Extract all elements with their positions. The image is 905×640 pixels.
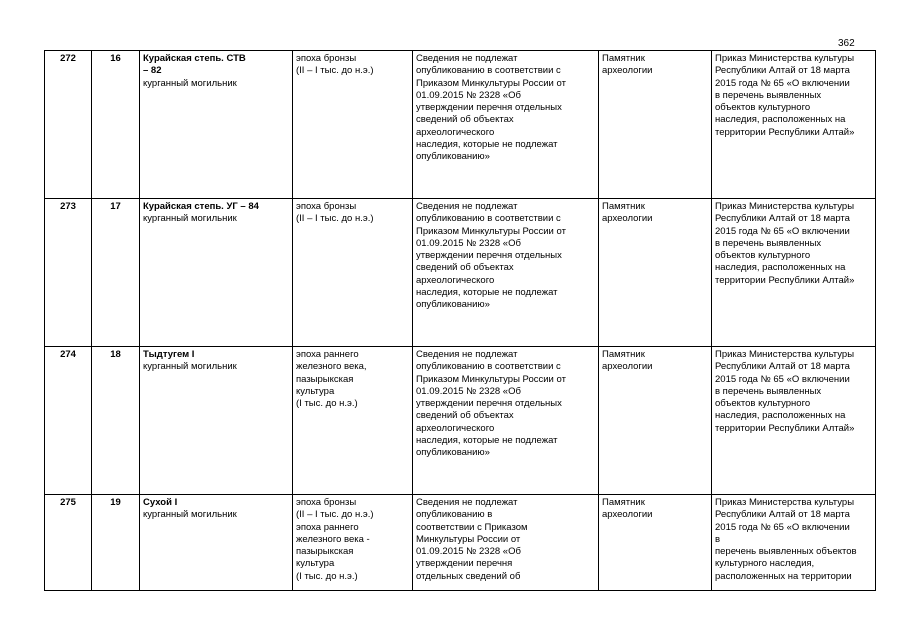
- text-line: эпоха бронзы: [296, 201, 357, 212]
- text-line: опубликованию»: [416, 447, 490, 459]
- text-line: Сведения не подлежат: [416, 53, 518, 64]
- text-line: территории Республики Алтай»: [715, 274, 855, 286]
- text-line: утверждении перечня отдельных: [416, 250, 562, 262]
- text-line: (I тыс. до н.э.): [296, 398, 358, 410]
- text-line: объектов культурного: [715, 250, 811, 262]
- text-line: 2015 года № 65 «О включении: [715, 77, 850, 89]
- text-line: соответствии с Приказом: [416, 521, 528, 533]
- text-line: в перечень выявленных: [715, 237, 822, 249]
- object-name: [143, 53, 289, 78]
- text-line: Приказ Министерства культуры: [715, 53, 855, 64]
- text-line: археологического: [416, 274, 495, 286]
- text-line: сведений об объектах: [416, 262, 514, 274]
- text-line: Республики Алтай от 18 марта: [715, 65, 850, 77]
- epoch-cell: [293, 199, 413, 347]
- text-line: Минкультуры России от: [416, 533, 521, 545]
- text-line: (I тыс. до н.э.): [296, 570, 358, 582]
- location-info-cell: [413, 495, 599, 591]
- text-line: 01.09.2015 № 2328 «Об: [416, 385, 521, 397]
- location-info-cell: [413, 347, 599, 495]
- category-cell: [599, 51, 712, 199]
- page-number: 362: [838, 38, 855, 49]
- object-name: [143, 201, 289, 213]
- text-line: объектов культурного: [715, 398, 811, 410]
- epoch-cell: [293, 51, 413, 199]
- text-line: наследия, которые не подлежат: [416, 139, 558, 151]
- object-cell: [140, 495, 293, 591]
- row-sub-number: 17: [92, 199, 140, 347]
- text-line: археологии: [602, 213, 653, 225]
- text-line: 2015 года № 65 «О включении: [715, 521, 850, 533]
- text-line: сведений об объектах: [416, 114, 514, 126]
- text-line: культура: [296, 385, 335, 397]
- text-line: наследия, которые не подлежат: [416, 435, 558, 447]
- text-line: опубликованию»: [416, 151, 490, 163]
- text-line: Сведения не подлежат: [416, 349, 518, 360]
- text-line: утверждении перечня отдельных: [416, 398, 562, 410]
- text-line: 2015 года № 65 «О включении: [715, 373, 850, 385]
- text-line: Курайская степь. УГ – 84: [143, 201, 259, 212]
- object-type: курганный могильник: [143, 509, 237, 521]
- object-type: курганный могильник: [143, 361, 237, 373]
- text-line: утверждении перечня: [416, 558, 513, 570]
- epoch-cell: [293, 347, 413, 495]
- text-line: сведений об объектах: [416, 410, 514, 422]
- object-name: [143, 349, 289, 361]
- text-line: перечень выявленных объектов: [715, 546, 857, 558]
- text-line: 01.09.2015 № 2328 «Об: [416, 89, 521, 101]
- text-line: археологии: [602, 509, 653, 521]
- text-line: Республики Алтай от 18 марта: [715, 213, 850, 225]
- text-line: в перечень выявленных: [715, 89, 822, 101]
- text-line: Приказ Министерства культуры: [715, 349, 855, 360]
- row-number: 272: [45, 51, 92, 199]
- text-line: наследия, которые не подлежат: [416, 287, 558, 299]
- table-row: [45, 495, 876, 591]
- text-line: отдельных сведений об: [416, 570, 521, 582]
- object-cell: [140, 347, 293, 495]
- location-info-cell: [413, 199, 599, 347]
- text-line: Памятник: [602, 201, 645, 212]
- table-row: [45, 51, 876, 199]
- text-line: опубликованию в: [416, 509, 493, 521]
- text-line: культурного наследия,: [715, 558, 815, 570]
- text-line: археологии: [602, 361, 653, 373]
- text-line: территории Республики Алтай»: [715, 422, 855, 434]
- location-info-cell: [413, 51, 599, 199]
- text-line: (II – I тыс. до н.э.): [296, 65, 374, 77]
- object-cell: [140, 51, 293, 199]
- text-line: – 82: [143, 65, 162, 77]
- document-cell: [712, 347, 876, 495]
- text-line: объектов культурного: [715, 102, 811, 114]
- text-line: пазырыкская: [296, 546, 354, 558]
- row-sub-number: 18: [92, 347, 140, 495]
- text-line: опубликованию»: [416, 299, 490, 311]
- row-sub-number: 16: [92, 51, 140, 199]
- text-line: культура: [296, 558, 335, 570]
- text-line: (II – I тыс. до н.э.): [296, 509, 374, 521]
- row-sub-number: 19: [92, 495, 140, 591]
- text-line: Приказом Минкультуры России от: [416, 77, 566, 89]
- text-line: Приказом Минкультуры России от: [416, 225, 566, 237]
- row-number: 274: [45, 347, 92, 495]
- text-line: железного века -: [296, 533, 370, 545]
- text-line: Сведения не подлежат: [416, 497, 518, 508]
- text-line: Курайская степь. СТВ: [143, 53, 246, 64]
- text-line: Республики Алтай от 18 марта: [715, 361, 850, 373]
- object-type: курганный могильник: [143, 213, 237, 225]
- text-line: Сведения не подлежат: [416, 201, 518, 212]
- text-line: археологического: [416, 126, 495, 138]
- text-line: 01.09.2015 № 2328 «Об: [416, 546, 521, 558]
- text-line: эпоха раннего: [296, 521, 359, 533]
- table-row: [45, 347, 876, 495]
- text-line: Памятник: [602, 497, 645, 508]
- text-line: Приказ Министерства культуры: [715, 497, 855, 508]
- text-line: пазырыкская: [296, 373, 354, 385]
- row-number: 275: [45, 495, 92, 591]
- text-line: территории Республики Алтай»: [715, 126, 855, 138]
- text-line: в перечень выявленных: [715, 385, 822, 397]
- text-line: в: [715, 533, 721, 545]
- text-line: эпоха бронзы: [296, 497, 357, 508]
- text-line: археологии: [602, 65, 653, 77]
- text-line: Республики Алтай от 18 марта: [715, 509, 850, 521]
- text-line: утверждении перечня отдельных: [416, 102, 562, 114]
- document-cell: [712, 199, 876, 347]
- text-line: расположенных на территории: [715, 570, 852, 582]
- text-line: наследия, расположенных на: [715, 262, 846, 274]
- text-line: Памятник: [602, 349, 645, 360]
- text-line: опубликованию в соответствии с: [416, 361, 561, 373]
- text-line: наследия, расположенных на: [715, 410, 846, 422]
- text-line: 01.09.2015 № 2328 «Об: [416, 237, 521, 249]
- row-number: 273: [45, 199, 92, 347]
- text-line: эпоха раннего: [296, 349, 359, 360]
- epoch-cell: [293, 495, 413, 591]
- category-cell: [599, 495, 712, 591]
- text-line: 2015 года № 65 «О включении: [715, 225, 850, 237]
- text-line: опубликованию в соответствии с: [416, 65, 561, 77]
- text-line: (II – I тыс. до н.э.): [296, 213, 374, 225]
- text-line: Памятник: [602, 53, 645, 64]
- table-row: [45, 199, 876, 347]
- text-line: опубликованию в соответствии с: [416, 213, 561, 225]
- text-line: эпоха бронзы: [296, 53, 357, 64]
- object-name: [143, 497, 289, 509]
- document-cell: [712, 51, 876, 199]
- text-line: железного века,: [296, 361, 367, 373]
- text-line: наследия, расположенных на: [715, 114, 846, 126]
- document-cell: [712, 495, 876, 591]
- heritage-register-table: [44, 50, 876, 591]
- text-line: Тыдтугем I: [143, 349, 195, 360]
- text-line: Сухой I: [143, 497, 178, 508]
- category-cell: [599, 347, 712, 495]
- object-type: курганный могильник: [143, 77, 237, 89]
- category-cell: [599, 199, 712, 347]
- text-line: Приказ Министерства культуры: [715, 201, 855, 212]
- text-line: Приказом Минкультуры России от: [416, 373, 566, 385]
- object-cell: [140, 199, 293, 347]
- text-line: археологического: [416, 422, 495, 434]
